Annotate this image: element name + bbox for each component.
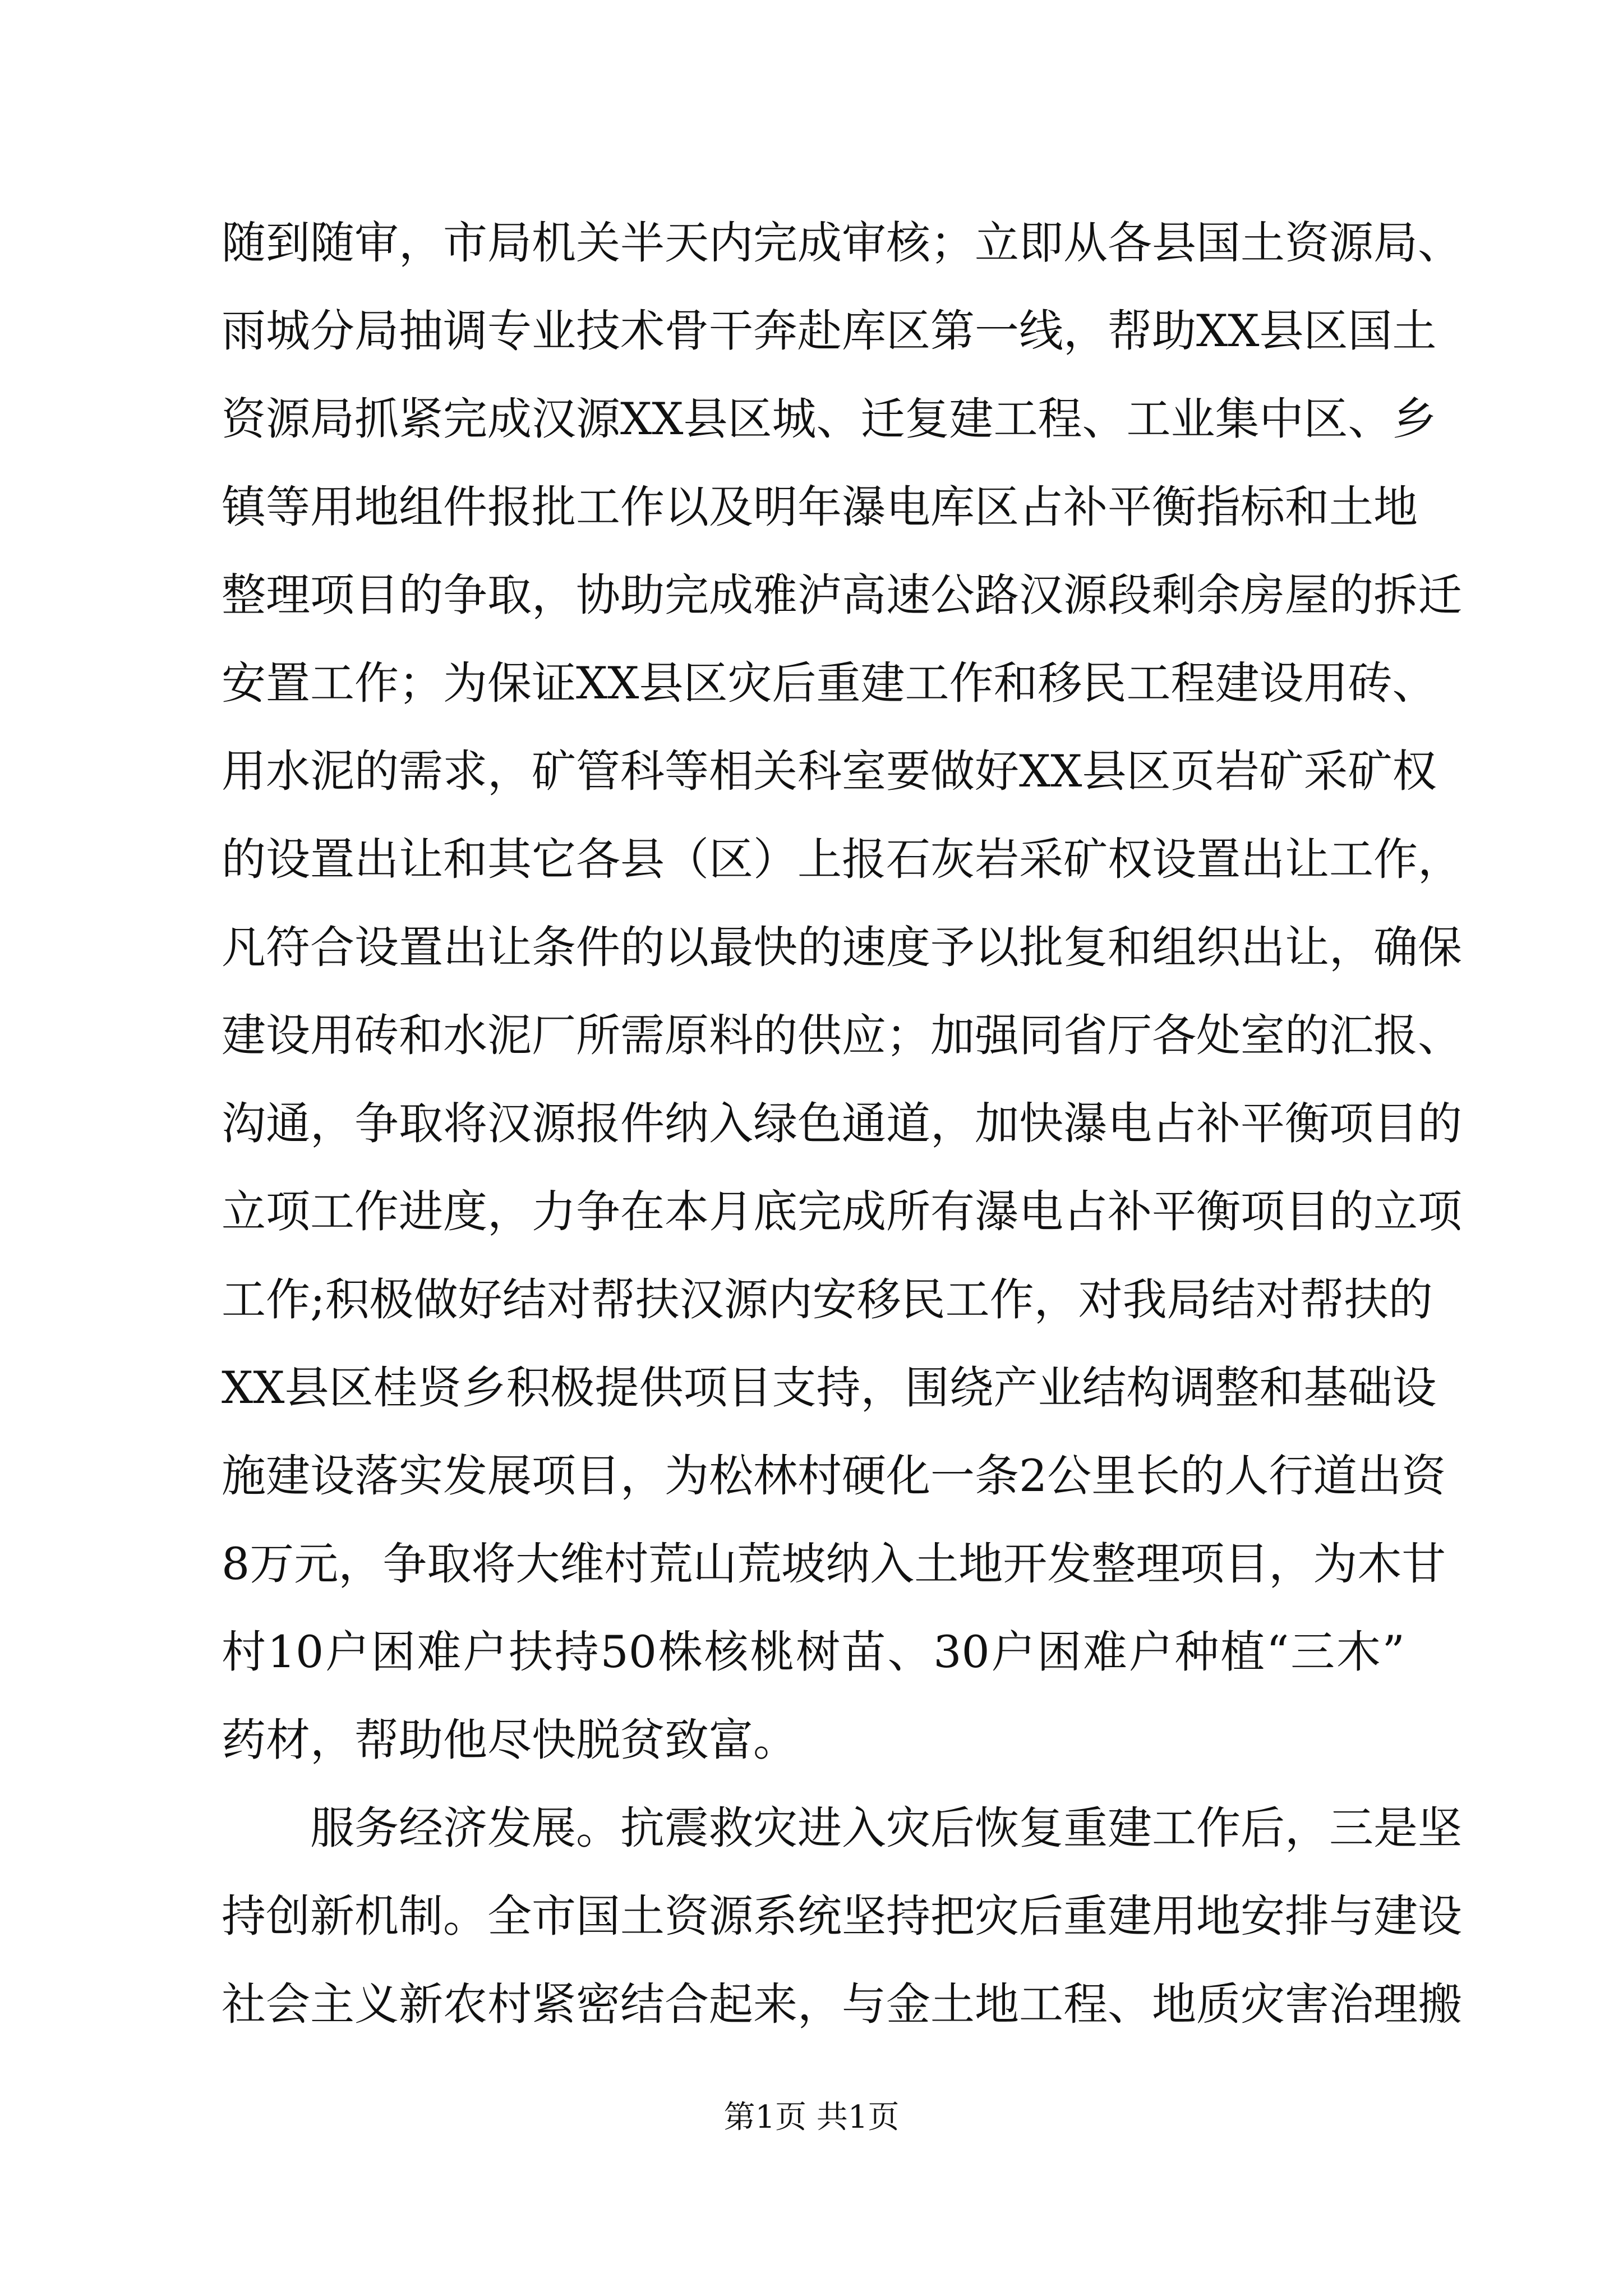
page-footer bbox=[0, 2095, 1623, 2140]
document-body bbox=[222, 199, 1462, 2049]
text-line: 的设置出让和其它各县（区）上报石灰岩采矿权设置出让工作， bbox=[222, 834, 1462, 885]
text-line: 安置工作；为保证XX县区灾后重建工作和移民工程建设用砖、 bbox=[222, 657, 1437, 709]
paragraph-first-line: 服务经济发展。抗震救灾进入灾后恢复重建工作后，三是坚 bbox=[310, 1802, 1462, 1854]
text-line: 凡符合设置出让条件的以最快的速度予以批复和组织出让，确保 bbox=[222, 922, 1462, 973]
text-line: 随到随审，市局机关半天内完成审核；立即从各县国土资源局、 bbox=[222, 217, 1462, 269]
text-line: 资源局抓紧完成汉源XX县区城、迁复建工程、工业集中区、乡 bbox=[222, 393, 1437, 445]
text-line: 药材，帮助他尽快脱贫致富。 bbox=[222, 1714, 797, 1766]
text-line: 村10户困难户扶持50株核桃树苗、30户困难户种植“三木” bbox=[222, 1626, 1405, 1678]
text-line: 8万元，争取将大维村荒山荒坡纳入土地开发整理项目，为木甘 bbox=[222, 1538, 1446, 1590]
text-line: 立项工作进度，力争在本月底完成所有瀑电占补平衡项目的立项 bbox=[222, 1186, 1462, 1237]
text-line: 雨城分局抽调专业技术骨干奔赴库区第一线，帮助XX县区国土 bbox=[222, 305, 1437, 357]
text-line: 持创新机制。全市国土资源系统坚持把灾后重建用地安排与建设 bbox=[222, 1890, 1462, 1942]
page-number: 第1页 共1页 bbox=[723, 2099, 900, 2136]
text-line: 用水泥的需求，矿管科等相关科室要做好XX县区页岩矿采矿权 bbox=[222, 746, 1437, 797]
text-line: 社会主义新农村紧密结合起来，与金土地工程、地质灾害治理搬 bbox=[222, 1978, 1462, 2030]
text-line: 整理项目的争取，协助完成雅泸高速公路汉源段剩余房屋的拆迁 bbox=[222, 569, 1462, 621]
text-line: 建设用砖和水泥厂所需原料的供应；加强同省厅各处室的汇报、 bbox=[222, 1010, 1462, 1061]
text-line: 施建设落实发展项目，为松林村硬化一条2公里长的人行道出资 bbox=[222, 1450, 1446, 1502]
text-line: XX县区桂贤乡积极提供项目支持，围绕产业结构调整和基础设 bbox=[222, 1362, 1437, 1414]
text-line: 工作;积极做好结对帮扶汉源内安移民工作，对我局结对帮扶的 bbox=[222, 1274, 1433, 1326]
text-line: 沟通，争取将汉源报件纳入绿色通道，加快瀑电占补平衡项目的 bbox=[222, 1098, 1462, 1149]
text-line: 镇等用地组件报批工作以及明年瀑电库区占补平衡指标和土地 bbox=[222, 481, 1418, 533]
